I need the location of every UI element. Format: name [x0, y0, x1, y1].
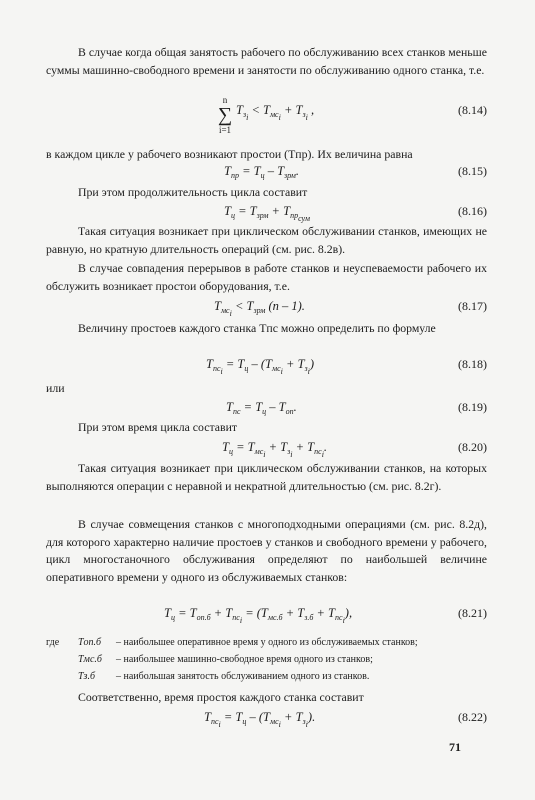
equation-number: (8.14) — [458, 103, 487, 117]
equation-number: (8.16) — [458, 204, 487, 218]
equation-number: (8.18) — [458, 357, 487, 371]
paragraph-2: в каждом цикле у рабочего возникают простои (Tпр). Их величина равна — [46, 147, 413, 161]
equation-8-20 — [46, 440, 487, 460]
equation-body: $T_ц = T_{мс_i} + T_{з_i} + T_{пс_i}$. — [222, 440, 328, 459]
equation-number: (8.21) — [458, 606, 487, 620]
equation-8-18 — [46, 357, 487, 377]
legend-symbol: Tз.б — [78, 671, 95, 682]
legend-text: – наибольшее машинно-свободное время одного из станков; — [116, 654, 373, 665]
equation-8-19 — [46, 400, 487, 420]
paragraph-9: Такая ситуация возникает при циклическом обслуживании станков, на которых выполняются операции с неравной и некратной длительностью (см. рис. 8.2г). — [46, 461, 487, 493]
equation-8-14 — [46, 95, 487, 135]
equation-number: (8.22) — [458, 710, 487, 724]
legend-symbol: Tмс.б — [78, 654, 102, 665]
equation-8-21 — [46, 606, 487, 626]
equation-body: $T_{мс_i} < T_{зрм}$ (n – 1). — [214, 299, 305, 318]
equation-body: $T_{з_i} < T_{мс_i} + T_{з_i}$ , — [236, 103, 315, 122]
equation-body: $T_{пр} = T_ц - T_{зрм}$. — [224, 164, 299, 180]
equation-8-15 — [46, 164, 487, 184]
paragraph-5: В случае совпадения перерывов в работе станков и неуспеваемости рабочего их обслужить возникает простои оборудования, т.е. — [46, 261, 487, 293]
paragraph-8: При этом время цикла составит — [78, 420, 238, 434]
equation-number: (8.20) — [458, 440, 487, 454]
equation-body: $T_{пс_i} = T_ц - (T_{мс_i} + T_{з_i})$. — [204, 710, 316, 729]
equation-body: $T_ц = T_{зрм} + T_{пр_{сум}}$ — [224, 204, 311, 223]
equation-number: (8.19) — [458, 400, 487, 414]
sum-operator: n ∑ i=1 — [217, 95, 233, 135]
legend-text: – наибольшая занятость обслуживанием одного из станков. — [116, 671, 370, 682]
equation-8-16 — [46, 204, 487, 224]
paragraph-10: В случае совмещения станков с многоподходными операциями (см. рис. 8.2д), для которого характерно наличие простоев у станков и свободного времени у рабочего, цикл многостаночного обслуживания определяют по наибольшей величине оперативного времени у одного из обслуживаемых станков: — [46, 517, 487, 584]
equation-number: (8.15) — [458, 164, 487, 178]
paragraph-1: В случае когда общая занятость рабочего по обслуживанию всех станков меньше суммы машинно-свободного времени и занятости по обслуживанию одного станка, т.е. — [46, 45, 487, 77]
paragraph-4: Такая ситуация возникает при циклическом обслуживании станков, имеющих не равную, но кратную длительность операций (см. рис. 8.2в). — [46, 224, 487, 256]
equation-body: $T_ц = T_{оп.б} + T_{пс_i} = (T_{мс.б} + T_{з.б} + T_{пс_i})$, — [164, 606, 353, 625]
equation-number: (8.17) — [458, 299, 487, 313]
paragraph-11: Соответственно, время простоя каждого станка составит — [78, 690, 364, 704]
paragraph-7: или — [46, 381, 65, 395]
paragraph-3: При этом продолжительность цикла составит — [78, 185, 308, 199]
legend-item-3 — [46, 670, 487, 684]
legend-where: где — [46, 637, 60, 648]
legend-symbol: Tоп.б — [78, 637, 102, 648]
legend-text: – наибольшее оперативное время у одного из обслуживаемых станков; — [116, 637, 418, 648]
legend-item-1 — [46, 636, 487, 650]
legend-item-2 — [46, 653, 487, 667]
equation-8-17 — [46, 299, 487, 319]
page-number: 71 — [449, 740, 461, 754]
paragraph-6: Величину простоев каждого станка Tпс можно определить по формуле — [78, 321, 436, 335]
equation-body: $T_{пс} = T_ц - T_{оп}$. — [226, 400, 297, 416]
equation-8-22 — [46, 710, 487, 730]
equation-body: $T_{пс_i} = T_ц - (T_{мс_i} + T_{з_i})$ — [206, 357, 315, 376]
